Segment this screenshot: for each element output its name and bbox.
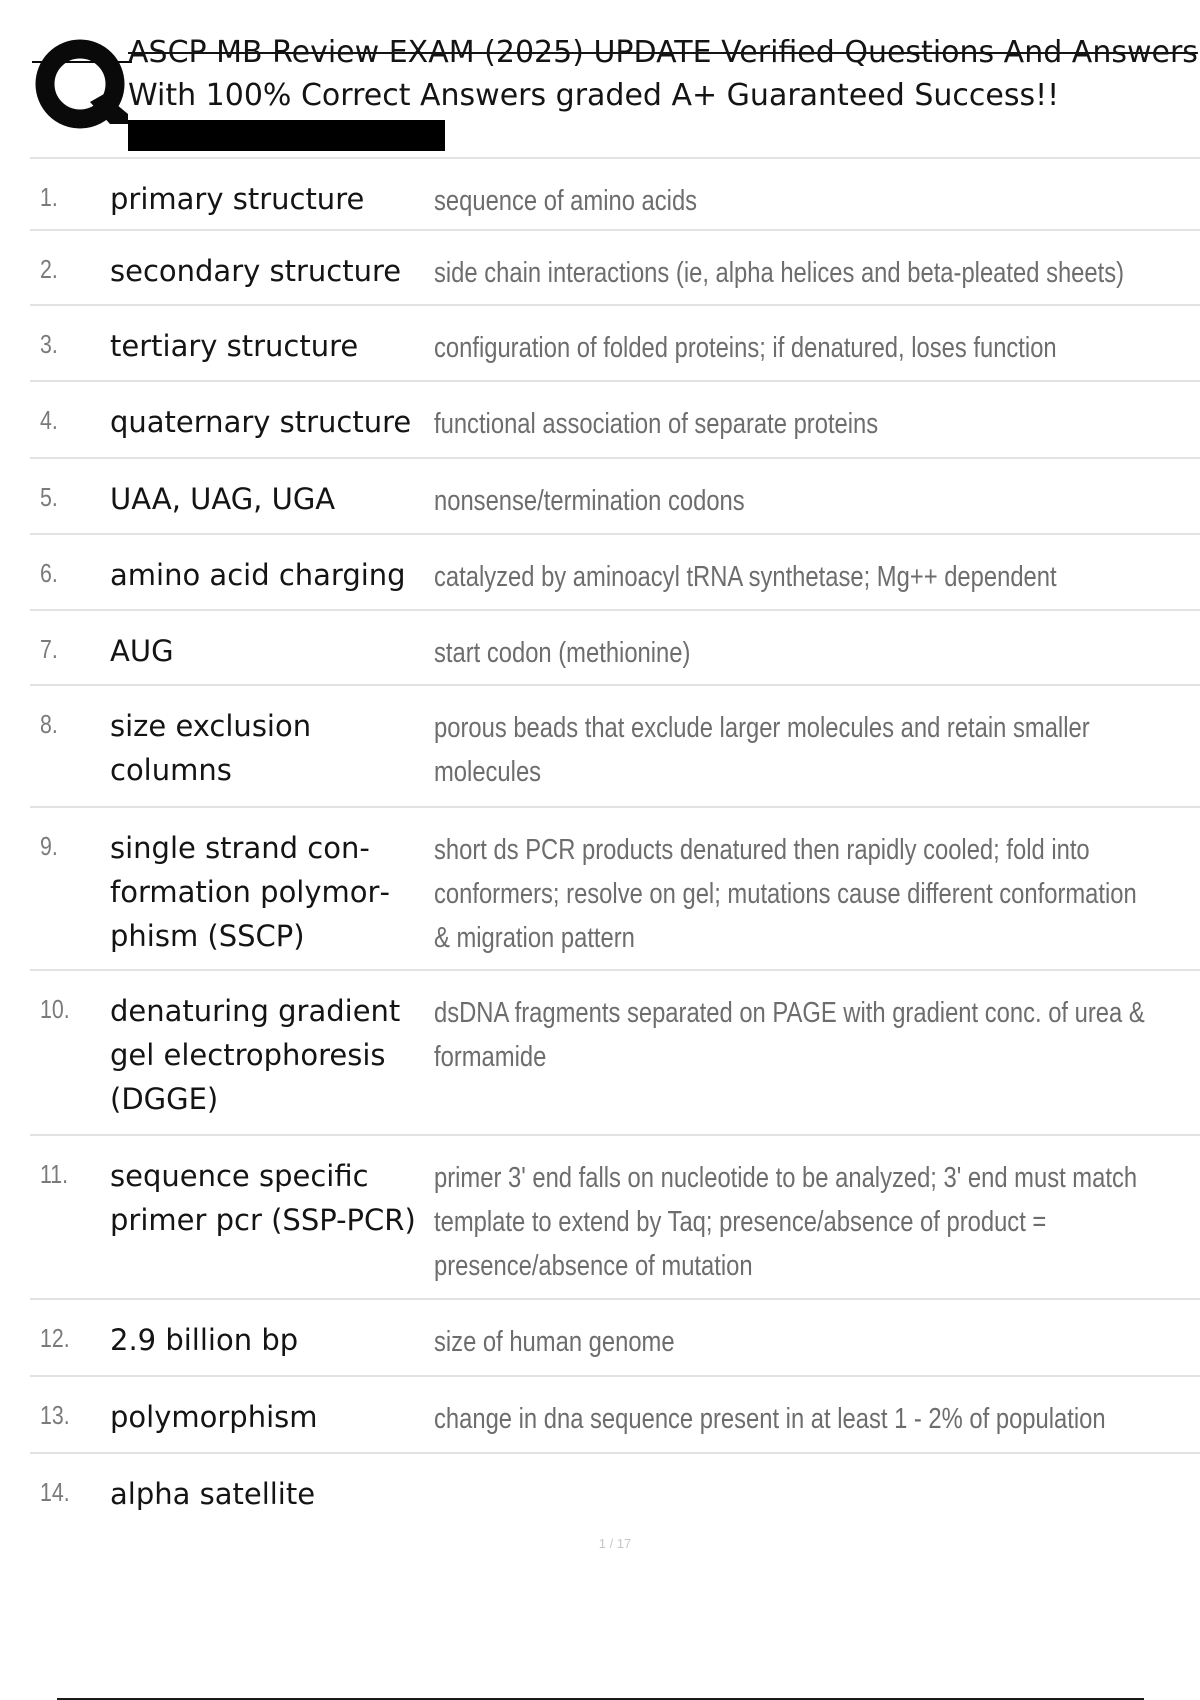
item-term: single strand conformation polymorphism (SSCP)	[110, 831, 390, 953]
list-item	[30, 1377, 1200, 1454]
question-list	[30, 157, 1200, 1530]
item-number: 5.	[40, 482, 58, 512]
item-number: 6.	[40, 558, 58, 588]
list-item	[30, 971, 1200, 1136]
list-item	[30, 382, 1200, 459]
item-number: 1.	[40, 182, 58, 212]
item-definition: primer 3' end falls on nucleotide to be analyzed; 3' end must match template to extend by Taq; presence/absence of product = presence/absence of mutation	[434, 1162, 1138, 1282]
item-term: quaternary structure	[110, 405, 412, 439]
title-line-1: ASCP MB Review EXAM (2025) UPDATE Verified Questions And Answers	[128, 35, 1198, 70]
item-number: 8.	[40, 709, 58, 739]
item-definition: short ds PCR products denatured then rapidly cooled; fold into conformers; resolve on gel; mutations cause different conformation & migration pattern	[434, 834, 1137, 954]
item-number: 2.	[40, 254, 58, 284]
list-item	[30, 611, 1200, 686]
list-item	[30, 1300, 1200, 1377]
title-line-2: With 100% Correct Answers graded A+ Guaranteed Success!!	[128, 78, 1060, 113]
item-number: 10.	[40, 994, 70, 1024]
item-term: denaturing gradient gel electrophoresis (DGGE)	[110, 994, 401, 1116]
item-definition: size of human genome	[434, 1326, 675, 1358]
q-logo-icon	[32, 34, 136, 138]
item-number: 4.	[40, 405, 58, 435]
document-header	[30, 30, 1200, 155]
list-item	[30, 159, 1200, 231]
item-term: amino acid charging	[110, 558, 406, 592]
list-item	[30, 808, 1200, 971]
item-definition: dsDNA fragments separated on PAGE with gradient conc. of urea & formamide	[434, 997, 1145, 1073]
item-number: 3.	[40, 329, 58, 359]
item-definition: catalyzed by aminoacyl tRNA synthetase; Mg++ dependent	[434, 561, 1057, 593]
list-item	[30, 231, 1200, 306]
item-definition: functional association of separate proteins	[434, 408, 879, 440]
list-item	[30, 306, 1200, 382]
item-definition: sequence of amino acids	[434, 185, 698, 217]
item-term: polymorphism	[110, 1400, 318, 1434]
item-definition: start codon (methionine)	[434, 637, 691, 669]
item-definition: porous beads that exclude larger molecules and retain smaller molecules	[434, 712, 1090, 788]
list-item	[30, 535, 1200, 611]
item-definition: nonsense/termination codons	[434, 485, 745, 517]
item-number: 14.	[40, 1477, 70, 1507]
item-definition: configuration of folded proteins; if denatured, loses function	[434, 332, 1057, 364]
list-item	[30, 686, 1200, 808]
item-number: 7.	[40, 634, 58, 664]
item-term: alpha satellite	[110, 1477, 316, 1511]
item-number: 11.	[40, 1159, 69, 1189]
item-term: tertiary structure	[110, 329, 359, 363]
item-term: sequence specific primer pcr (SSP-PCR)	[110, 1159, 416, 1237]
item-definition: side chain interactions (ie, alpha helices and beta-pleated sheets)	[434, 257, 1125, 289]
item-definition: change in dna sequence present in at least 1 - 2% of population	[434, 1403, 1106, 1435]
item-term: UAA, UAG, UGA	[110, 482, 336, 516]
item-term: primary structure	[110, 182, 365, 216]
item-term: AUG	[110, 634, 174, 668]
item-number: 13.	[40, 1400, 70, 1430]
item-term: secondary structure	[110, 254, 402, 288]
item-number: 9.	[40, 831, 58, 861]
page-number: 1 / 17	[598, 1536, 632, 1551]
list-item	[30, 459, 1200, 535]
list-item	[30, 1454, 1200, 1530]
list-item	[30, 1136, 1200, 1300]
item-term: 2.9 billion bp	[110, 1323, 299, 1357]
item-term: size exclusion columns	[110, 709, 312, 787]
item-number: 12.	[40, 1323, 70, 1353]
redaction-bar	[128, 120, 445, 151]
